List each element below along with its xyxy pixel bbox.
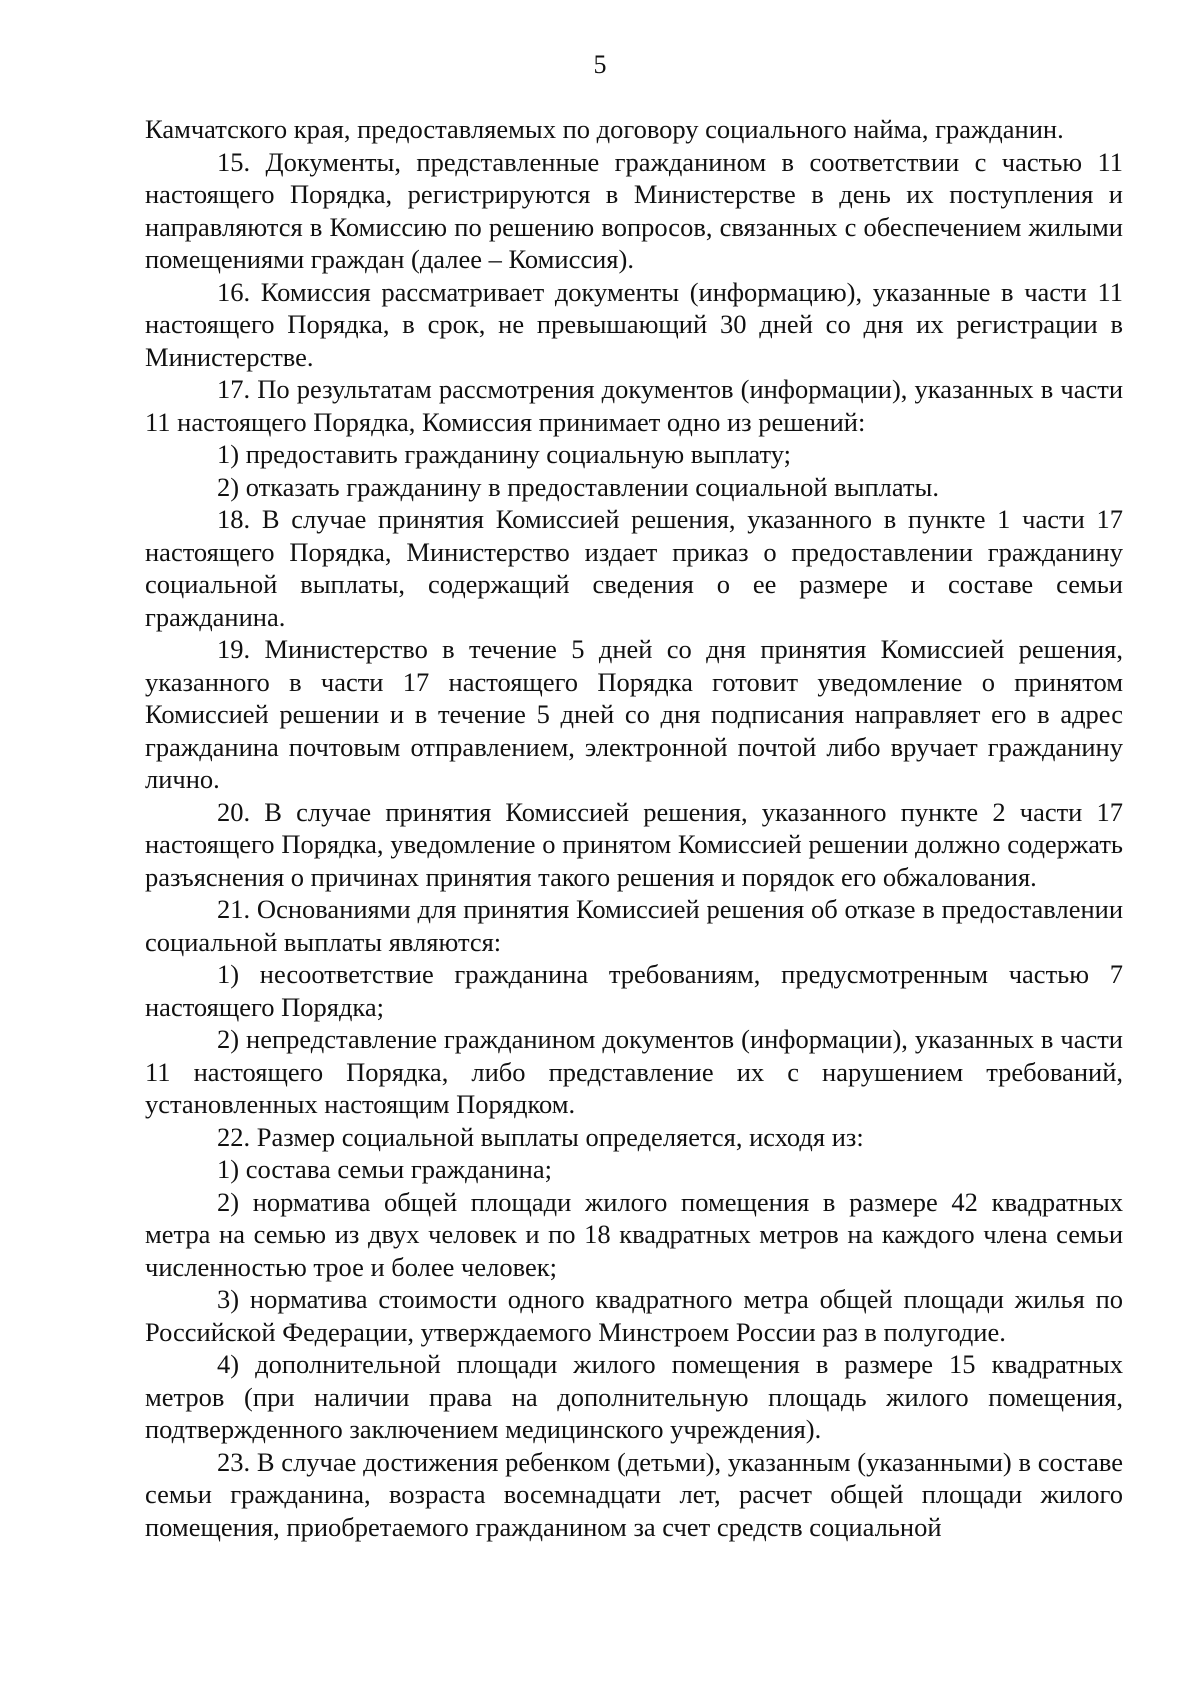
paragraph-17: 17. По результатам рассмотрения документов (информации), указанных в части 11 настоящего Порядка, Комиссия принимает одно из решений: (145, 374, 1123, 437)
paragraph-16: 16. Комиссия рассматривает документы (информацию), указанные в части 11 настоящего Порядка, в срок, не превышающий 30 дней со дня их регистрации в Министерстве. (145, 276, 1123, 372)
paragraph-22-item-4: 4) дополнительной площади жилого помещения в размере 15 квадратных метров (при наличии права на дополнительную площадь жилого помещения, подтвержденного заключением медицинского учреждения). (145, 1349, 1123, 1444)
paragraph-21-item-2: 2) непредставление гражданином документов (информации), указанных в части 11 настоящего Порядка, либо представление их с нарушением требований, установленных настоящим Порядком. (145, 1024, 1123, 1119)
page-number: 5 (593, 50, 607, 79)
document-body (145, 113, 1123, 1543)
paragraph-21: 21. Основаниями для принятия Комиссией решения об отказе в предоставлении социальной выплаты являются: (145, 894, 1123, 957)
paragraph-19: 19. Министерство в течение 5 дней со дня принятия Комиссией решения, указанного в части 17 настоящего Порядка готовит уведомление о принятом Комиссией решении и в течение 5 дней со дня подписания направляет его в адрес гражданина почтовым отправлением, электронной почтой либо вручает гражданину лично. (145, 634, 1123, 794)
paragraph-17-item-1: 1) предоставить гражданину социальную выплату; (217, 439, 792, 469)
paragraph-22-item-3: 3) норматива стоимости одного квадратного метра общей площади жилья по Российской Федерации, утверждаемого Минстроем России раз в полугодие. (145, 1284, 1123, 1347)
paragraph-20: 20. В случае принятия Комиссией решения, указанного пункте 2 части 17 настоящего Порядка, уведомление о принятом Комиссией решении должно содержать разъяснения о причинах принятия такого решения и порядок его обжалования. (145, 796, 1123, 892)
paragraph-18: 18. В случае принятия Комиссией решения, указанного в пункте 1 части 17 настоящего Порядка, Министерство издает приказ о предоставлении гражданину социальной выплаты, содержащий сведения о ее размере и составе семьи гражданина. (145, 504, 1123, 632)
paragraph-23: 23. В случае достижения ребенком (детьми), указанным (указанными) в составе семьи гражданина, возраста восемнадцати лет, расчет общей площади жилого помещения, приобретаемого гражданином за счет средств социальной (145, 1446, 1123, 1542)
paragraph-22-item-1: 1) состава семьи гражданина; (217, 1154, 552, 1184)
paragraph-17-item-2: 2) отказать гражданину в предоставлении социальной выплаты. (217, 471, 939, 502)
paragraph-22: 22. Размер социальной выплаты определяется, исходя из: (217, 1121, 864, 1152)
paragraph-21-item-1: 1) несоответствие гражданина требованиям, предусмотренным частью 7 настоящего Порядка; (145, 959, 1123, 1022)
paragraph-continuation: Камчатского края, предоставляемых по договору социального найма, гражданин. (145, 114, 1064, 144)
paragraph-22-item-2: 2) норматива общей площади жилого помещения в размере 42 квадратных метра на семью из двух человек и по 18 квадратных метров на каждого члена семьи численностью трое и более человек; (145, 1186, 1123, 1282)
paragraph-15: 15. Документы, представленные гражданином в соответствии с частью 11 настоящего Порядка, регистрируются в Министерстве в день их поступления и направляются в Комиссию по решению вопросов, связанных с обеспечением жилыми помещениями граждан (далее – Комиссия). (145, 146, 1123, 274)
